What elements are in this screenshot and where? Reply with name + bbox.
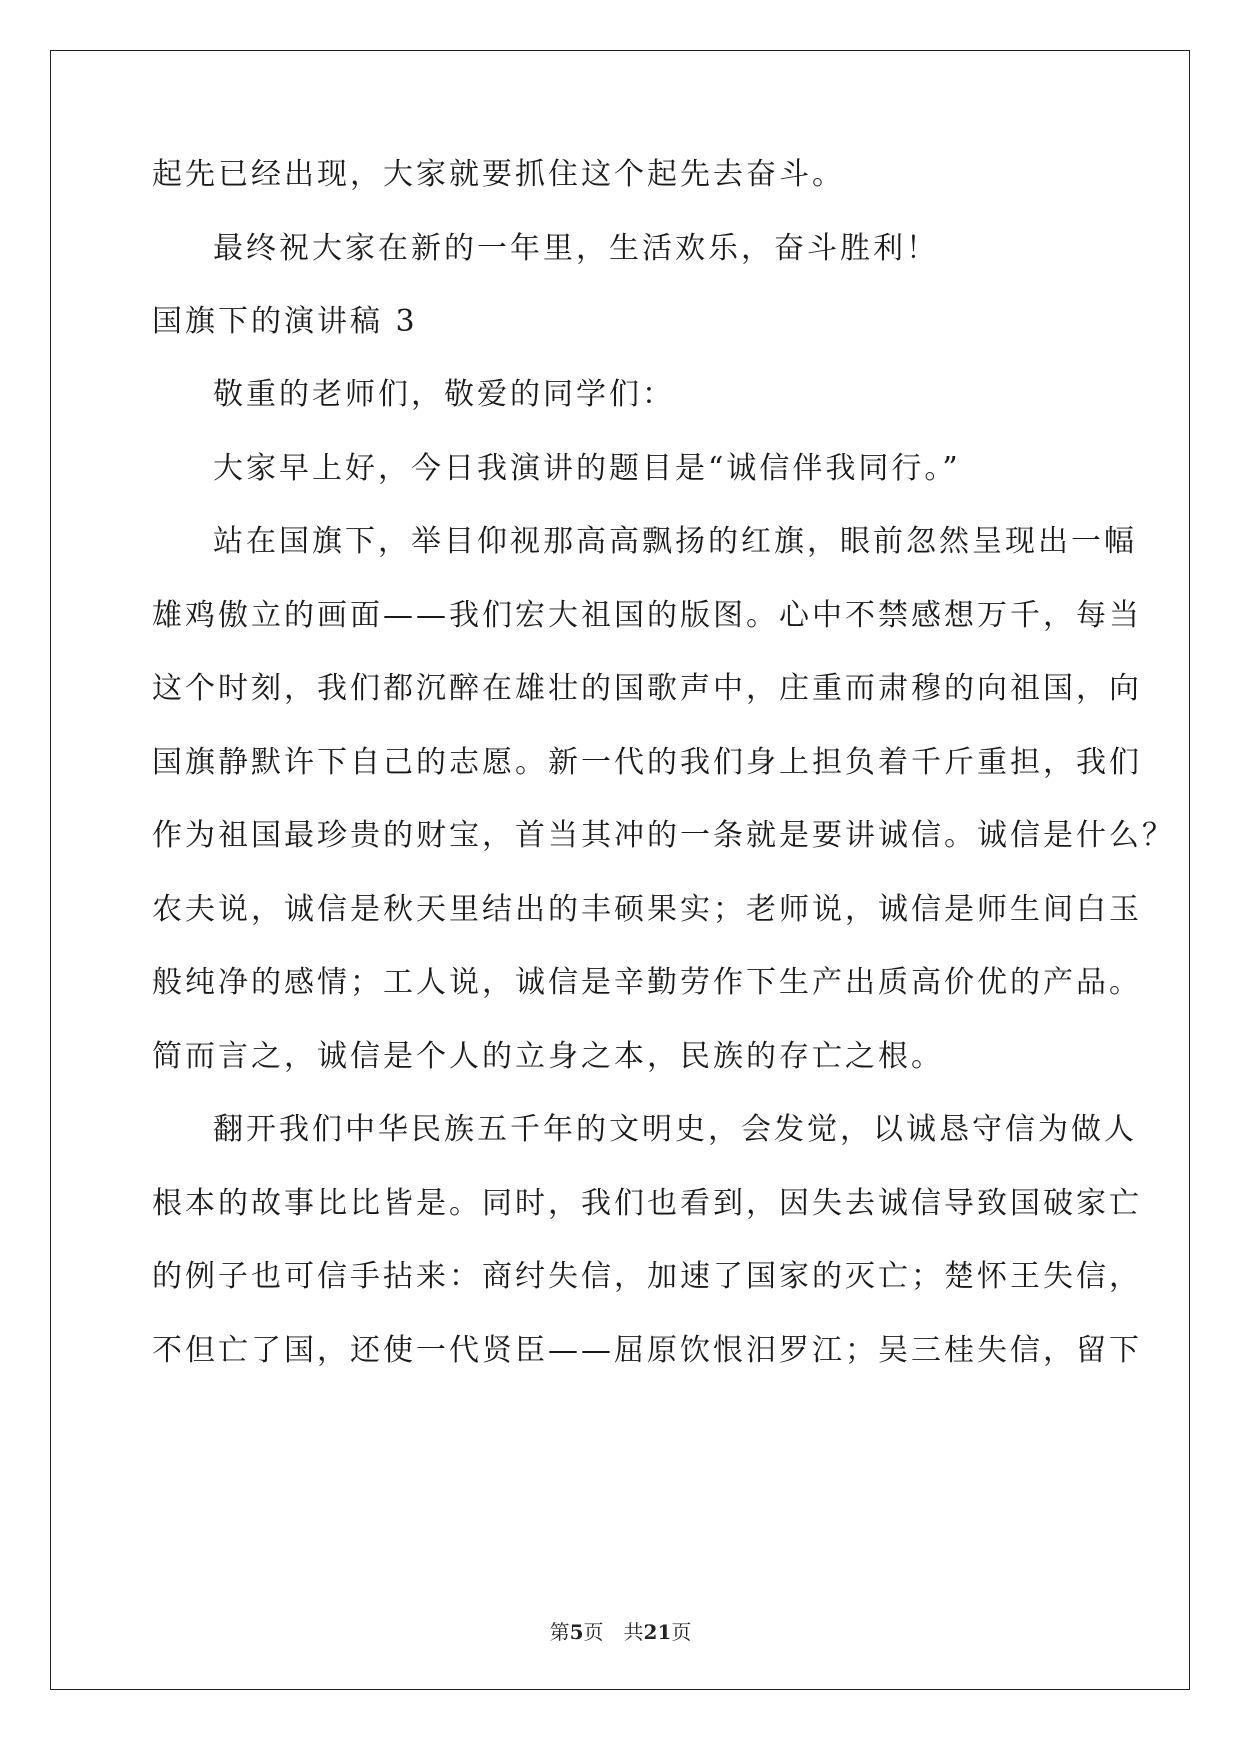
text-line: 敬重的老师们，敬爱的同学们： [213,377,675,412]
section-heading: 国旗下的演讲稿 3 [152,304,418,339]
text-line: 国旗静默许下自己的志愿。新一代的我们身上担负着千斤重担，我们 [152,745,1142,780]
total-page-number: 21 [643,1620,672,1644]
text-line: 根本的故事比比皆是。同时，我们也看到，因失去诚信导致国破家亡 [152,1186,1142,1221]
footer-middle: 页 共 [583,1620,644,1644]
text-line: 农夫说，诚信是秋天里结出的丰硕果实；老师说，诚信是师生间白玉 [152,892,1142,927]
footer-prefix: 第 [549,1620,570,1644]
text-line: 雄鸡傲立的画面——我们宏大祖国的版图。心中不禁感想万千，每当 [152,598,1142,633]
text-line: 最终祝大家在新的一年里，生活欢乐，奋斗胜利！ [213,231,939,266]
text-line: 站在国旗下，举目仰视那高高飘扬的红旗，眼前忽然呈现出一幅 [213,524,1137,559]
text-line: 大家早上好，今日我演讲的题目是“诚信伴我同行。” [213,451,961,486]
footer-suffix: 页 [671,1620,692,1644]
text-line: 这个时刻，我们都沉醉在雄壮的国歌声中，庄重而肃穆的向祖国，向 [152,671,1142,706]
page-footer [0,1616,1241,1645]
page-border [50,50,1190,1690]
text-line: 不但亡了国，还使一代贤臣——屈原饮恨汨罗江；吴三桂失信，留下 [152,1333,1142,1368]
current-page-number: 5 [569,1620,584,1644]
text-line: 的例子也可信手拈来：商纣失信，加速了国家的灭亡；楚怀王失信， [152,1259,1142,1294]
text-line: 作为祖国最珍贵的财宝，首当其冲的一条就是要讲诚信。诚信是什么？ [152,818,1175,853]
text-line: 般纯净的感情；工人说，诚信是辛勤劳作下生产出质高价优的产品。 [152,965,1142,1000]
text-line: 翻开我们中华民族五千年的文明史，会发觉，以诚恳守信为做人 [213,1112,1137,1147]
text-line: 简而言之，诚信是个人的立身之本，民族的存亡之根。 [152,1039,944,1074]
text-line: 起先已经出现，大家就要抓住这个起先去奋斗。 [152,157,845,192]
